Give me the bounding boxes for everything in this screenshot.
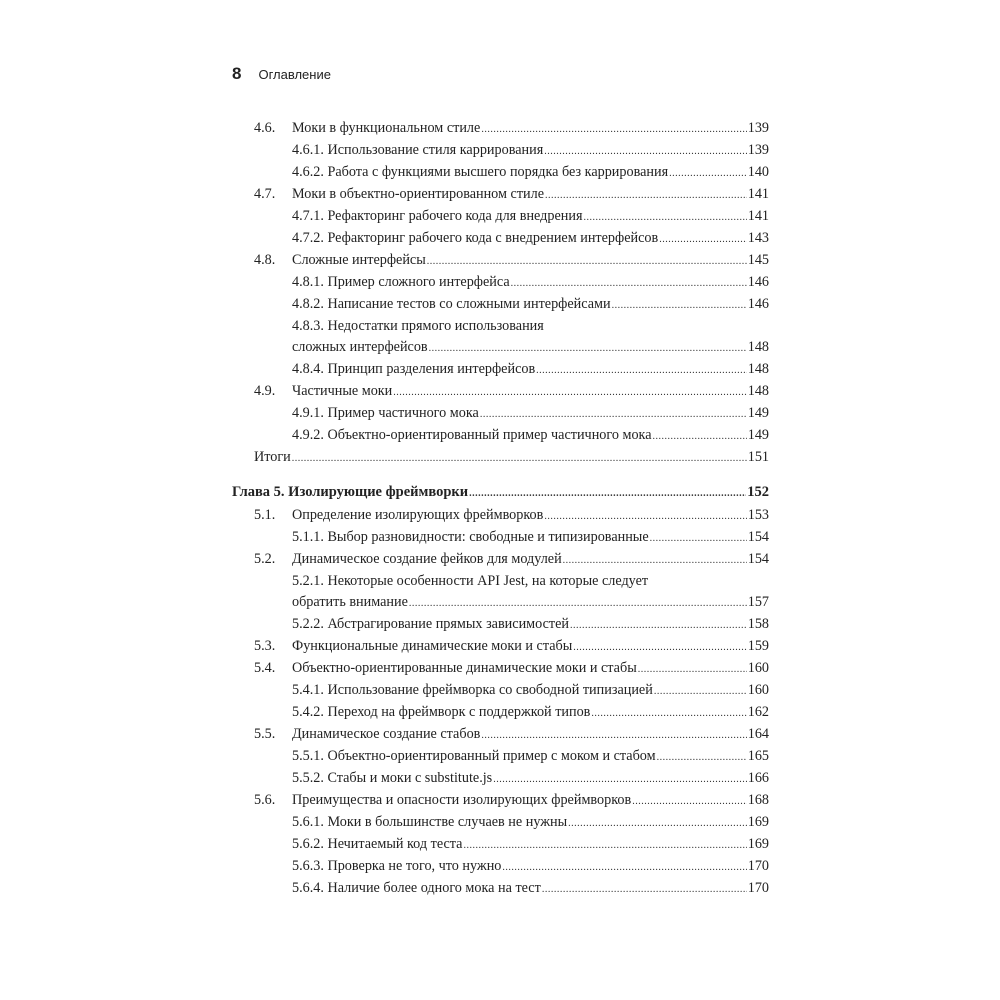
dot-leader	[573, 637, 746, 659]
toc-title: Моки в функциональном стиле	[292, 120, 481, 136]
toc-title-line	[292, 613, 769, 637]
toc-entry	[232, 117, 769, 139]
toc-page-number: 153	[747, 507, 769, 523]
dot-leader	[536, 360, 747, 382]
toc-title: Динамическое создание фейков для модулей	[292, 551, 562, 567]
toc-title: 4.7.1. Рефакторинг рабочего кода для внедрения	[292, 208, 583, 224]
toc-title-line	[292, 249, 769, 273]
toc-entry	[232, 227, 769, 249]
toc-title-line	[292, 117, 769, 141]
dot-leader	[545, 185, 747, 207]
dot-leader	[612, 295, 747, 317]
toc-page-number: 139	[747, 142, 769, 158]
toc-entry	[232, 635, 769, 657]
toc-title: 4.6.2. Работа с функциями высшего порядка без каррирования	[292, 164, 669, 180]
toc-title-line	[292, 548, 769, 572]
toc-title: Функциональные динамические моки и стабы	[292, 638, 573, 654]
toc-title: 4.8.1. Пример сложного интерфейса	[292, 274, 510, 290]
dot-leader	[463, 835, 746, 857]
toc-section-number: 5.6.	[254, 792, 276, 808]
toc-title-line	[292, 833, 769, 857]
toc-title: обратить внимание	[292, 594, 408, 610]
toc-page-number: 149	[747, 405, 769, 421]
toc-page-number: 141	[747, 186, 769, 202]
toc-title-line	[292, 205, 769, 229]
dot-leader	[393, 382, 746, 404]
toc-entry	[232, 183, 769, 205]
toc-title-line	[292, 380, 769, 404]
toc-entry	[232, 877, 769, 899]
toc-page-number: 159	[747, 638, 769, 654]
toc-entry	[232, 833, 769, 855]
toc-title: 4.7.2. Рефакторинг рабочего кода с внедрением интерфейсов	[292, 230, 659, 246]
toc-title-line	[292, 811, 769, 835]
toc-entry	[232, 526, 769, 548]
toc-title: Моки в объектно-ориентированном стиле	[292, 186, 545, 202]
toc-page-number: 157	[747, 594, 769, 610]
toc-title-line	[292, 358, 769, 382]
toc-title-line	[292, 657, 769, 681]
toc-title-line	[292, 139, 769, 163]
dot-leader	[292, 448, 747, 470]
toc-page-number: 154	[747, 529, 769, 545]
toc-entry	[232, 446, 769, 468]
toc-section-number: 5.2.	[254, 551, 276, 567]
toc-page-number: 140	[747, 164, 769, 180]
dot-leader	[480, 404, 747, 426]
toc-title: 5.6.4. Наличие более одного мока на тест	[292, 880, 541, 896]
toc-title: Сложные интерфейсы	[292, 252, 426, 268]
toc-page-number: 148	[747, 361, 769, 377]
toc-title: 5.4.1. Использование фреймворка со свободной типизацией	[292, 682, 653, 698]
toc-section-number: 5.5.	[254, 726, 276, 742]
dot-leader	[511, 273, 747, 295]
toc-title: Объектно-ориентированные динамические моки и стабы	[292, 660, 637, 676]
dot-leader	[427, 251, 747, 273]
toc-chapter-entry	[232, 481, 769, 504]
toc-title: Преимущества и опасности изолирующих фреймворков	[292, 792, 632, 808]
toc-entry	[232, 701, 769, 723]
toc-page-number: 165	[747, 748, 769, 764]
toc-page-number: 149	[747, 427, 769, 443]
toc-page-number: 143	[747, 230, 769, 246]
toc-page-number: 139	[747, 120, 769, 136]
toc-title-line	[292, 635, 769, 659]
toc-title: сложных интерфейсов	[292, 339, 428, 355]
toc-page-number: 170	[747, 880, 769, 896]
toc-title-line	[292, 745, 769, 769]
toc-title: Динамическое создание стабов	[292, 726, 481, 742]
dot-leader	[409, 593, 747, 615]
toc-page-number: 160	[747, 682, 769, 698]
toc-title-line	[254, 446, 769, 470]
toc-entry	[232, 613, 769, 635]
toc-page-number: 168	[747, 792, 769, 808]
dot-leader	[542, 879, 747, 901]
toc-page-number: 148	[747, 339, 769, 355]
toc-entry	[232, 723, 769, 745]
toc-page-number: 158	[747, 616, 769, 632]
toc-title-line	[292, 723, 769, 747]
toc-entry	[232, 548, 769, 570]
toc-section-number: 5.3.	[254, 638, 276, 654]
toc-entry	[232, 424, 769, 446]
toc-title: 4.9.1. Пример частичного мока	[292, 405, 479, 421]
toc-title: 4.9.2. Объектно-ориентированный пример частичного мока	[292, 427, 652, 443]
toc-title: Глава 5. Изолирующие фреймворки	[232, 484, 469, 500]
toc-entry	[232, 657, 769, 679]
toc-entry	[232, 767, 769, 789]
toc-title: 5.6.3. Проверка не того, что нужно	[292, 858, 502, 874]
toc-entry	[232, 504, 769, 526]
dot-leader	[563, 550, 747, 572]
toc-title-line	[292, 789, 769, 813]
toc-page-number: 164	[747, 726, 769, 742]
toc-section-number: 5.4.	[254, 660, 276, 676]
toc-page-number: 160	[747, 660, 769, 676]
dot-leader	[481, 119, 746, 141]
toc-page-number: 145	[747, 252, 769, 268]
dot-leader	[502, 857, 746, 879]
toc-title-line	[292, 271, 769, 295]
toc-entry	[232, 855, 769, 877]
toc-page-number: 166	[747, 770, 769, 786]
toc-section-number: 4.9.	[254, 383, 276, 399]
dot-leader	[638, 659, 747, 681]
toc-title-line	[292, 424, 769, 448]
toc-title: 5.6.1. Моки в большинстве случаев не нужны	[292, 814, 568, 830]
toc-entry	[232, 161, 769, 183]
toc-page-number: 146	[747, 296, 769, 312]
toc-page-number: 146	[747, 274, 769, 290]
toc-section-number: 5.1.	[254, 507, 276, 523]
toc-title: Определение изолирующих фреймворков	[292, 507, 544, 523]
toc-title-line	[292, 877, 769, 901]
dot-leader	[591, 703, 746, 725]
toc-title: 4.8.2. Написание тестов со сложными интерфейсами	[292, 296, 611, 312]
dot-leader	[632, 791, 747, 813]
toc-title: 4.8.4. Принцип разделения интерфейсов	[292, 361, 536, 377]
toc-title-line	[232, 481, 769, 505]
dot-leader	[493, 769, 747, 791]
dot-leader	[583, 207, 746, 229]
toc-page-number: 162	[747, 704, 769, 720]
dot-leader	[654, 681, 747, 703]
dot-leader	[469, 483, 746, 505]
dot-leader	[659, 229, 747, 251]
toc-title-line	[292, 855, 769, 879]
toc-page-number: 141	[747, 208, 769, 224]
toc-title-line	[292, 183, 769, 207]
page-header	[232, 64, 331, 84]
toc-title: Частичные моки	[292, 383, 393, 399]
toc-page-number: 152	[747, 484, 769, 500]
dot-leader	[653, 426, 747, 448]
toc-title: 5.5.2. Стабы и моки с substitute.js	[292, 770, 493, 786]
toc-title: Итоги	[254, 449, 291, 465]
dot-leader	[429, 338, 747, 360]
toc-entry	[232, 139, 769, 161]
toc-entry	[232, 789, 769, 811]
toc-entry	[232, 358, 769, 380]
toc-entry	[232, 679, 769, 701]
toc-entry	[232, 293, 769, 315]
toc-title-line	[292, 526, 769, 550]
toc-page-number: 148	[747, 383, 769, 399]
toc-entry	[232, 570, 769, 613]
toc-title-line	[292, 227, 769, 251]
toc-title: 5.5.1. Объектно-ориентированный пример с моком и стабом	[292, 748, 656, 764]
dot-leader	[481, 725, 746, 747]
toc-section-number: 4.8.	[254, 252, 276, 268]
toc-entry	[232, 402, 769, 424]
toc-title: 5.2.2. Абстрагирование прямых зависимостей	[292, 616, 569, 632]
toc-section-number: 4.7.	[254, 186, 276, 202]
toc-title-line	[292, 504, 769, 528]
toc-title: 5.4.2. Переход на фреймворк с поддержкой типов	[292, 704, 591, 720]
toc-title-first-line: 4.8.3. Недостатки прямого использования	[292, 318, 544, 334]
dot-leader	[544, 141, 747, 163]
toc-entry	[232, 271, 769, 293]
toc-page-number: 170	[747, 858, 769, 874]
toc-entry	[232, 249, 769, 271]
toc-title: 5.1.1. Выбор разновидности: свободные и типизированные	[292, 529, 649, 545]
toc-title: 5.6.2. Нечитаемый код теста	[292, 836, 463, 852]
toc-entry	[232, 315, 769, 358]
toc-title-line	[292, 591, 769, 615]
toc-title-line	[292, 767, 769, 791]
toc-entry	[232, 380, 769, 402]
toc-title-first-line: 5.2.1. Некоторые особенности API Jest, на которые следует	[292, 573, 649, 589]
dot-leader	[570, 615, 747, 637]
toc-title-line	[292, 679, 769, 703]
toc-page-number: 154	[747, 551, 769, 567]
toc-entry	[232, 811, 769, 833]
toc-page-number: 151	[747, 449, 769, 465]
toc-section-chapter-5	[232, 481, 769, 899]
toc-title-line	[292, 701, 769, 725]
toc-entry	[232, 745, 769, 767]
dot-leader	[544, 506, 746, 528]
toc-title: 4.6.1. Использование стиля каррирования	[292, 142, 544, 158]
dot-leader	[568, 813, 747, 835]
page-number: 8	[232, 64, 242, 83]
running-head: Оглавление	[258, 67, 331, 82]
dot-leader	[669, 163, 747, 185]
toc-title-line	[292, 336, 769, 360]
toc-section-chapter-4	[232, 117, 769, 468]
toc-section-number: 4.6.	[254, 120, 276, 136]
toc-title-line	[292, 402, 769, 426]
toc-entry	[232, 205, 769, 227]
toc-page-number: 169	[747, 814, 769, 830]
dot-leader	[650, 528, 747, 550]
toc-page-number: 169	[747, 836, 769, 852]
toc-title-line	[292, 161, 769, 185]
dot-leader	[657, 747, 747, 769]
toc-title-line	[292, 293, 769, 317]
